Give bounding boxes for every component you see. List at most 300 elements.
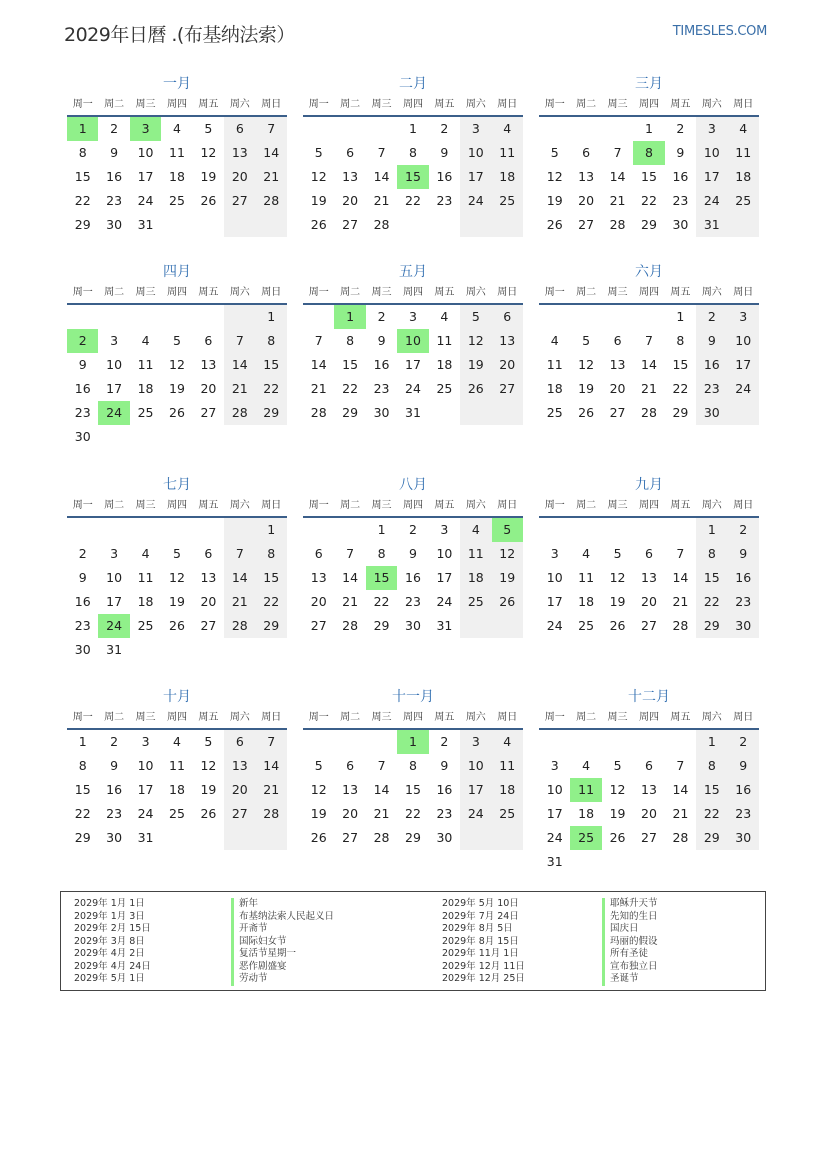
day-cell: 26: [578, 405, 595, 420]
day-cell: 12: [609, 570, 626, 585]
day-cell: 26: [310, 217, 327, 232]
day-cell: 13: [200, 570, 217, 585]
day-cell: 23: [728, 802, 759, 826]
empty-cell: [602, 305, 633, 329]
day-cell: 20: [224, 165, 255, 189]
day-cell: 3: [728, 305, 759, 329]
week-row: [67, 213, 287, 237]
day-cell: 24: [460, 802, 491, 826]
weekday-label: 周六: [465, 287, 486, 298]
day-cell: 1: [696, 518, 727, 542]
day-cell: 11: [492, 754, 523, 778]
day-cell: 10: [106, 570, 123, 585]
weekday-label: 周一: [544, 287, 565, 298]
holiday-name: 开斋节: [231, 923, 334, 936]
day-cell: 5: [314, 758, 323, 773]
day-cell: 17: [405, 357, 421, 372]
day-cell: 8: [409, 758, 417, 773]
empty-cell: [193, 213, 224, 237]
day-cell: 30: [373, 405, 390, 420]
holiday-name: 复活节星期一: [231, 948, 334, 961]
weekday-label: 周四: [638, 287, 659, 298]
week-row: [67, 329, 287, 353]
empty-cell: [460, 826, 491, 850]
day-cell: 13: [224, 141, 255, 165]
weekday-header: [303, 496, 523, 518]
weekday-header: [539, 283, 759, 305]
day-cell: 11: [169, 758, 185, 773]
day-cell: 17: [106, 381, 123, 396]
holiday-name: 国际妇女节: [231, 936, 334, 949]
week-row: [303, 778, 523, 802]
week-row: [67, 425, 287, 449]
weekday-header: [539, 708, 759, 730]
weekday-label: 周日: [733, 287, 754, 298]
day-cell: 29: [342, 405, 359, 420]
day-cell: 24: [436, 594, 453, 609]
week-row: [539, 590, 759, 614]
day-cell: 22: [342, 381, 359, 396]
month-3: [539, 73, 759, 237]
day-cell: 11: [728, 141, 759, 165]
empty-cell: [696, 850, 727, 874]
day-cell: 16: [106, 169, 123, 184]
day-cell: 31: [137, 217, 154, 232]
day-cell: 14: [672, 782, 689, 797]
day-cell: 15: [397, 165, 428, 189]
day-cell: 1: [696, 730, 727, 754]
holiday-date: 2029年 11月 1日: [442, 948, 519, 959]
weekday-label: 周日: [497, 500, 518, 511]
day-cell: 9: [110, 758, 119, 773]
weekday-label: 周日: [733, 712, 754, 723]
empty-cell: [161, 826, 192, 850]
day-cell: 25: [169, 193, 185, 208]
day-cell: 27: [342, 217, 359, 232]
day-cell: 28: [373, 217, 390, 232]
month-10: [67, 686, 287, 850]
day-cell: 29: [373, 618, 390, 633]
day-cell: 9: [696, 329, 727, 353]
week-row: [67, 802, 287, 826]
day-cell: 28: [310, 405, 327, 420]
day-cell: 25: [546, 405, 563, 420]
day-cell: 7: [645, 333, 653, 348]
month-9: [539, 474, 759, 638]
month-name: 六月: [635, 264, 663, 280]
day-cell: 4: [582, 546, 591, 561]
day-cell: 24: [405, 381, 421, 396]
day-cell: 14: [310, 357, 327, 372]
day-cell: 15: [74, 782, 91, 797]
day-cell: 26: [460, 377, 491, 401]
holiday-name: 恶作剧盛宴: [231, 961, 334, 974]
weekday-header: [67, 283, 287, 305]
day-cell: 28: [342, 618, 359, 633]
week-row: [303, 730, 523, 754]
day-cell: 9: [78, 357, 87, 372]
weekday-header: [67, 496, 287, 518]
day-cell: 1: [676, 309, 685, 324]
day-cell: 5: [173, 333, 181, 348]
day-cell: 23: [106, 193, 123, 208]
month-name: 八月: [399, 477, 427, 493]
day-cell: 10: [460, 754, 491, 778]
day-cell: 15: [672, 357, 689, 372]
empty-cell: [193, 518, 224, 542]
empty-cell: [161, 518, 192, 542]
day-cell: 27: [342, 830, 359, 845]
day-cell: 9: [440, 758, 449, 773]
holiday-name: 劳动节: [231, 973, 334, 986]
week-row: [539, 802, 759, 826]
week-row: [67, 542, 287, 566]
weekday-label: 周四: [166, 99, 187, 110]
month-name: 三月: [635, 76, 663, 92]
day-cell: 7: [256, 730, 287, 754]
day-cell: 27: [224, 189, 255, 213]
day-cell: 20: [310, 594, 327, 609]
week-row: [303, 566, 523, 590]
weekday-label: 周日: [261, 99, 282, 110]
weekday-label: 周一: [308, 712, 329, 723]
week-row: [303, 141, 523, 165]
month-8: [303, 474, 523, 638]
weekday-label: 周三: [371, 287, 392, 298]
empty-cell: [665, 518, 696, 542]
weekday-label: 周五: [434, 99, 455, 110]
day-cell: 19: [609, 806, 626, 821]
day-cell: 20: [342, 806, 359, 821]
day-cell: 27: [641, 830, 657, 845]
weekday-label: 周六: [229, 712, 250, 723]
day-cell: 28: [373, 830, 390, 845]
weekday-label: 周日: [497, 712, 518, 723]
day-cell: 3: [460, 117, 491, 141]
day-cell: 28: [224, 614, 255, 638]
day-cell: 11: [578, 570, 595, 585]
weekday-label: 周三: [607, 287, 628, 298]
day-cell: 23: [74, 405, 91, 420]
weekday-label: 周二: [104, 287, 125, 298]
day-cell: 18: [728, 165, 759, 189]
day-cell: 2: [110, 734, 119, 749]
day-cell: 29: [74, 217, 91, 232]
week-row: [539, 826, 759, 850]
month-name: 一月: [163, 76, 191, 92]
weekday-label: 周二: [576, 287, 597, 298]
day-cell: 23: [728, 590, 759, 614]
weekday-label: 周六: [465, 500, 486, 511]
week-row: [539, 730, 759, 754]
weekday-label: 周二: [576, 500, 597, 511]
empty-cell: [334, 730, 365, 754]
weekday-label: 周三: [135, 712, 156, 723]
weekday-label: 周二: [340, 500, 361, 511]
day-cell: 16: [106, 782, 123, 797]
day-cell: 5: [492, 518, 523, 542]
holiday-date: 2029年 2月 15日: [74, 923, 151, 934]
day-cell: 11: [137, 570, 154, 585]
day-cell: 26: [546, 217, 563, 232]
day-cell: 8: [676, 333, 685, 348]
week-row: [67, 117, 287, 141]
day-cell: 17: [106, 594, 123, 609]
day-cell: 18: [137, 594, 154, 609]
day-cell: 21: [256, 165, 287, 189]
day-cell: 10: [106, 357, 123, 372]
weekday-label: 周六: [701, 99, 722, 110]
day-cell: 13: [310, 570, 327, 585]
day-cell: 6: [346, 145, 355, 160]
empty-cell: [193, 826, 224, 850]
day-cell: 26: [609, 618, 626, 633]
day-cell: 6: [645, 546, 653, 561]
weekday-label: 周五: [670, 287, 691, 298]
day-cell: 14: [373, 169, 390, 184]
day-cell: 7: [676, 546, 685, 561]
day-cell: 12: [609, 782, 626, 797]
week-row: [539, 850, 759, 874]
weekday-label: 周二: [340, 287, 361, 298]
day-cell: 13: [492, 329, 523, 353]
day-cell: 17: [728, 353, 759, 377]
day-cell: 17: [137, 169, 154, 184]
empty-cell: [224, 213, 255, 237]
day-cell: 13: [342, 169, 359, 184]
day-cell: 5: [613, 546, 622, 561]
day-cell: 26: [200, 193, 217, 208]
holiday-name: 新年: [231, 898, 334, 911]
weekday-label: 周五: [670, 712, 691, 723]
day-cell: 21: [641, 381, 657, 396]
day-cell: 5: [613, 758, 622, 773]
day-cell: 30: [436, 830, 453, 845]
day-cell: 19: [169, 594, 185, 609]
day-cell: 9: [440, 145, 449, 160]
day-cell: 12: [310, 782, 327, 797]
holiday-names-left: [231, 898, 334, 986]
day-cell: 15: [342, 357, 359, 372]
empty-cell: [334, 518, 365, 542]
day-cell: 8: [78, 758, 87, 773]
weekday-label: 周日: [733, 99, 754, 110]
day-cell: 26: [200, 806, 217, 821]
day-cell: 6: [492, 305, 523, 329]
day-cell: 14: [641, 357, 657, 372]
day-cell: 21: [373, 806, 390, 821]
empty-cell: [67, 305, 98, 329]
empty-cell: [602, 117, 633, 141]
weekday-label: 周五: [434, 500, 455, 511]
day-cell: 18: [137, 381, 154, 396]
empty-cell: [161, 638, 192, 662]
empty-cell: [570, 730, 601, 754]
day-cell: 8: [377, 546, 386, 561]
week-row: [539, 566, 759, 590]
weekday-label: 周五: [198, 99, 219, 110]
day-cell: 3: [550, 758, 559, 773]
day-cell: 22: [405, 193, 421, 208]
day-cell: 18: [492, 165, 523, 189]
holiday-name: 国庆日: [602, 923, 658, 936]
day-cell: 13: [224, 754, 255, 778]
day-cell: 5: [204, 121, 213, 136]
week-row: [539, 754, 759, 778]
weekday-label: 周三: [607, 99, 628, 110]
month-name: 十一月: [392, 689, 434, 705]
day-cell: 18: [436, 357, 453, 372]
day-cell: 7: [346, 546, 355, 561]
day-cell: 8: [256, 329, 287, 353]
day-cell: 14: [373, 782, 390, 797]
weekday-header: [303, 95, 523, 117]
day-cell: 3: [440, 522, 449, 537]
day-cell: 29: [672, 405, 689, 420]
weekday-label: 周三: [607, 712, 628, 723]
day-cell: 26: [609, 830, 626, 845]
day-cell: 23: [672, 193, 689, 208]
day-cell: 12: [460, 329, 491, 353]
day-cell: 10: [546, 570, 563, 585]
day-cell: 22: [696, 802, 727, 826]
week-row: [539, 778, 759, 802]
day-cell: 15: [74, 169, 91, 184]
weekday-label: 周五: [670, 500, 691, 511]
day-cell: 6: [582, 145, 591, 160]
week-row: [539, 614, 759, 638]
week-row: [67, 165, 287, 189]
week-row: [303, 754, 523, 778]
day-cell: 3: [141, 734, 150, 749]
week-row: [67, 189, 287, 213]
weekday-label: 周三: [135, 287, 156, 298]
day-cell: 8: [633, 141, 664, 165]
holiday-date: 2029年 12月 25日: [442, 973, 525, 984]
empty-cell: [602, 850, 633, 874]
day-cell: 11: [169, 145, 185, 160]
day-cell: 2: [696, 305, 727, 329]
empty-cell: [570, 117, 601, 141]
week-row: [67, 730, 287, 754]
day-cell: 31: [436, 618, 453, 633]
day-cell: 25: [460, 590, 491, 614]
day-cell: 24: [728, 377, 759, 401]
day-cell: 20: [200, 594, 217, 609]
holiday-date: 2029年 1月 3日: [74, 910, 145, 922]
day-cell: 5: [204, 734, 213, 749]
weekday-label: 周四: [638, 99, 659, 110]
week-row: [539, 329, 759, 353]
empty-cell: [224, 518, 255, 542]
week-row: [67, 377, 287, 401]
day-cell: 14: [256, 754, 287, 778]
day-cell: 17: [436, 570, 453, 585]
day-cell: 7: [224, 329, 255, 353]
day-cell: 23: [106, 806, 123, 821]
empty-cell: [460, 401, 491, 425]
empty-cell: [130, 638, 161, 662]
weekday-label: 周五: [434, 712, 455, 723]
day-cell: 12: [310, 169, 327, 184]
day-cell: 7: [224, 542, 255, 566]
day-cell: 16: [436, 169, 453, 184]
day-cell: 31: [137, 830, 154, 845]
site-link[interactable]: TIMESLES.COM: [672, 24, 767, 39]
day-cell: 29: [696, 826, 727, 850]
day-cell: 10: [696, 141, 727, 165]
day-cell: 29: [256, 401, 287, 425]
day-cell: 26: [169, 618, 185, 633]
day-cell: 30: [106, 217, 123, 232]
empty-cell: [460, 614, 491, 638]
weekday-label: 周六: [229, 287, 250, 298]
day-cell: 8: [346, 333, 355, 348]
holiday-dates-left: [74, 898, 151, 986]
day-cell: 3: [696, 117, 727, 141]
day-cell: 3: [110, 546, 119, 561]
day-cell: 22: [641, 193, 657, 208]
day-cell: 18: [169, 782, 185, 797]
day-cell: 10: [546, 782, 563, 797]
day-cell: 10: [397, 329, 428, 353]
weekday-label: 周一: [72, 99, 93, 110]
day-cell: 24: [98, 614, 129, 638]
empty-cell: [602, 730, 633, 754]
weekday-label: 周日: [733, 500, 754, 511]
day-cell: 9: [78, 570, 87, 585]
day-cell: 25: [169, 806, 185, 821]
day-cell: 20: [641, 594, 657, 609]
week-row: [539, 518, 759, 542]
day-cell: 1: [256, 305, 287, 329]
week-row: [67, 401, 287, 425]
holiday-name: 耶稣升天节: [602, 898, 658, 911]
day-cell: 31: [106, 642, 123, 657]
empty-cell: [539, 305, 570, 329]
day-cell: 4: [728, 117, 759, 141]
day-cell: 27: [578, 217, 595, 232]
empty-cell: [256, 425, 287, 449]
empty-cell: [366, 117, 397, 141]
day-cell: 28: [672, 618, 689, 633]
day-cell: 14: [672, 570, 689, 585]
day-cell: 9: [728, 542, 759, 566]
week-row: [67, 614, 287, 638]
day-cell: 2: [440, 121, 449, 136]
day-cell: 23: [436, 193, 453, 208]
day-cell: 21: [256, 778, 287, 802]
day-cell: 15: [366, 566, 397, 590]
weekday-label: 周四: [638, 500, 659, 511]
day-cell: 17: [460, 165, 491, 189]
day-cell: 28: [256, 802, 287, 826]
empty-cell: [224, 638, 255, 662]
day-cell: 13: [641, 570, 657, 585]
day-cell: 29: [405, 830, 421, 845]
day-cell: 27: [609, 405, 626, 420]
week-row: [539, 377, 759, 401]
week-row: [303, 329, 523, 353]
day-cell: 21: [672, 806, 689, 821]
weekday-label: 周五: [198, 287, 219, 298]
weekday-label: 周三: [371, 99, 392, 110]
holiday-name: 布基纳法索人民起义日: [231, 911, 334, 924]
empty-cell: [570, 305, 601, 329]
holiday-date: 2029年 5月 10日: [442, 898, 519, 909]
empty-cell: [492, 401, 523, 425]
empty-cell: [460, 213, 491, 237]
